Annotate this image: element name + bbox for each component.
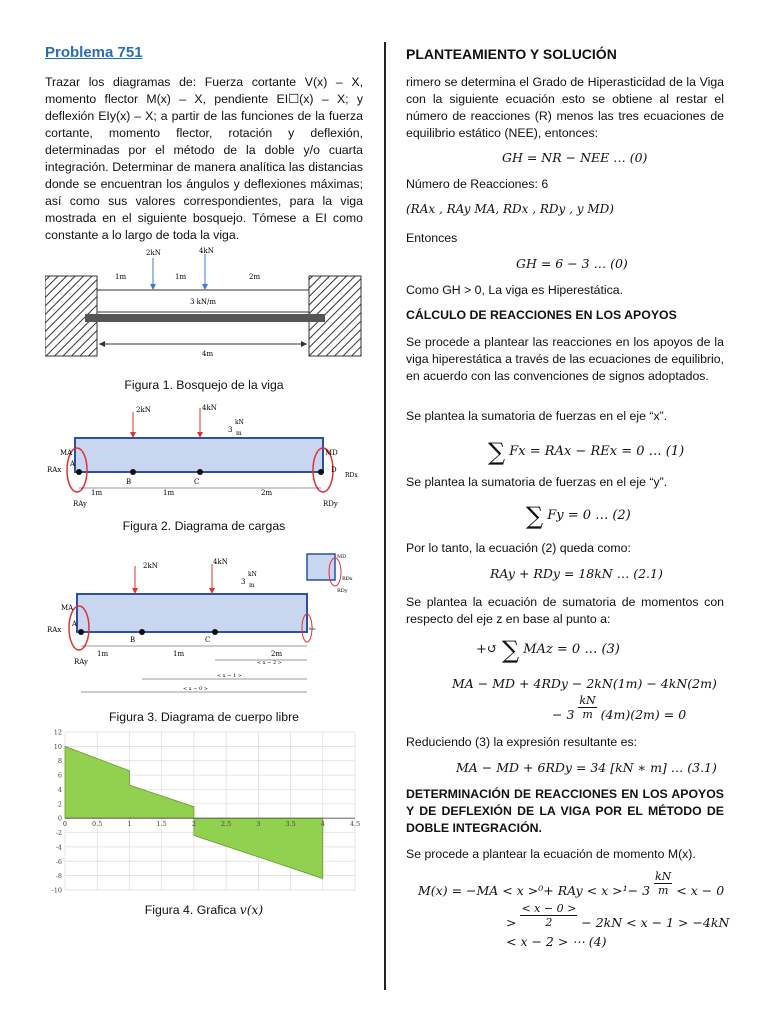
f1-dist-load: 3 kN/m [190, 298, 217, 306]
f2-RAy: RAy [73, 500, 87, 508]
f2-w: 3 [228, 426, 233, 434]
f1-dim-2: 1m [175, 273, 187, 281]
eq-0: GH = NR − NEE … (0) [502, 150, 648, 165]
f3-load-2kN: 2kN [143, 562, 158, 570]
eq-2-body: Fy = 0 … (2) [547, 508, 631, 523]
sigma-symbol: ∑ [488, 438, 506, 466]
moment-eq-intro: Se procede a plantear la ecuación de momento M(x). [406, 847, 696, 861]
x-tick-label: 0.5 [92, 820, 103, 829]
f1-dim-3: 2m [249, 273, 261, 281]
y-tick-label: -2 [55, 829, 62, 838]
f3-inset-Ry: RDy [337, 588, 348, 594]
f3-w-num: kN [248, 571, 257, 578]
f3-A: A [72, 620, 78, 628]
eq-4-a2: < x − 0 [676, 883, 725, 898]
eq-4-b2: − 2kN < x − 1 > −4kN [581, 915, 730, 930]
f3-inset-box [307, 554, 335, 580]
heading-planteamiento: PLANTEAMIENTO Y SOLUCIÓN [406, 46, 617, 62]
problem-statement: Trazar los diagramas de: Fuerza cortante V(x) – X, momento flector M(x) – X, pendiente EI☐(x) – X; y deflexión EIy(x) – X; a partir de las funciones de la fuerza cortante, momento flector, rotación y deflexión, determinadas por el método de la doble y/o cuarta integración. Determinar de manera analítica las distancias donde se encuentran los ángulos y deflexiones máximas; así como sus valores correspondientes, para la viga mostrada en el siguiente bosquejo. Tómese a EI como constante a lo largo de toda la viga. [45, 75, 363, 242]
reduce-intro: Reduciendo (3) la expresión resultante es: [406, 735, 638, 749]
entonces-label: Entonces [406, 231, 458, 245]
f3-RAy: RAy [74, 658, 88, 666]
f2-dim-3: 2m [261, 489, 273, 497]
f2-beam-load [75, 438, 323, 472]
eq-4-line-c: < x − 2 > ⋯ (4) [506, 934, 607, 949]
eq-3-1: MA − MD + 6RDy = 34 [kN ∗ m] … (3.1) [456, 760, 717, 775]
x-tick-label: 1.5 [156, 820, 167, 829]
f2-load-2kN: 2kN [136, 406, 151, 414]
f3-w: 3 [241, 578, 246, 586]
f2-load-4kN: 4kN [202, 404, 217, 412]
moments-intro: Se plantea la ecuación de sumatoria de momentos con respecto del eje z en base al punto a: [406, 595, 724, 626]
f2-w-den: m [236, 430, 242, 437]
eq-2-1: RAy + RDy = 18kN … (2.1) [490, 566, 663, 581]
intro-paragraph: rimero se determina el Grado de Hiperasticidad de la Viga con la siguiente ecuación esto se obtiene al restar el número de reacciones (R) menos las tres ecuaciones de equilibrio estático (NEE), entonces: [406, 75, 724, 140]
f3-x0: < x − 0 > [183, 686, 208, 692]
figure-4-shear-chart [45, 728, 363, 896]
frac-num-3: < x − 0 > [521, 902, 577, 915]
eq-4-line-b [506, 902, 729, 930]
eq-3-minus3: − 3 [552, 707, 575, 722]
sum-fy-intro: Se plantea la sumatoria de fuerzas en el eje “y”. [406, 475, 668, 489]
frac-den-3: 2 [545, 916, 553, 929]
frac-kn-m-2 [654, 870, 672, 897]
y-tick-label: -6 [55, 857, 62, 866]
eq-3-line-a: MA − MD + 4RDy − 2kN(1m) − 4kN(2m) [452, 676, 717, 691]
f1-length: 4m [202, 350, 214, 358]
hiperestatica-note: Como GH > 0, La viga es Hiperestática. [406, 283, 624, 297]
eq-0b: GH = 6 − 3 … (0) [516, 256, 628, 271]
x-tick-label: 4 [320, 820, 325, 829]
y-tick-label: 6 [57, 771, 62, 780]
f3-dim-1: 1m [97, 650, 109, 658]
y-tick-label: 8 [57, 757, 62, 766]
f2-RAx: RAx [47, 466, 62, 474]
f3-inset-Rx: RDx [342, 576, 353, 582]
num-reactions: Número de Reacciones: 6 [406, 177, 549, 191]
f1-dim-1: 1m [115, 273, 127, 281]
eq-4-line-a [418, 870, 724, 898]
f3-inset-M: MD [337, 554, 347, 560]
heading-reacciones: CÁLCULO DE REACCIONES EN LOS APOYOS [406, 308, 677, 322]
f2-RDx: RDx [345, 472, 358, 479]
f3-x1: < x − 1 > [217, 673, 242, 679]
beam [85, 314, 325, 322]
eq-3-line-b [552, 694, 686, 722]
reactions-paragraph: Se procede a plantear las reacciones en los apoyos de la viga hiperestática a través de las ecuaciones de equilibrio, en acuerdo con las convenciones de signos adoptados. [406, 335, 724, 383]
eq2-result-intro: Por lo tanto, la ecuación (2) queda como: [406, 541, 631, 555]
figure-2-load-diagram [45, 400, 363, 512]
f3-x2: < x − 2 > [257, 660, 282, 666]
f2-MD: MD [325, 449, 338, 457]
frac-num: kN [579, 694, 596, 707]
y-tick-label: 0 [57, 814, 62, 823]
eq-3 [476, 636, 620, 664]
f3-B: B [130, 636, 136, 644]
figure-4-caption-math: v(x) [239, 903, 264, 917]
reactions-list: (RAx , RAy MA, RDx , RDy , y MD) [406, 202, 614, 216]
f2-dim-1: 1m [91, 489, 103, 497]
y-tick-label: 4 [57, 785, 62, 794]
f2-C: C [194, 478, 200, 486]
y-tick-label: 2 [57, 800, 62, 809]
f3-load-4kN: 4kN [213, 558, 228, 566]
sum-fx-intro: Se plantea la sumatoria de fuerzas en el eje “x”. [406, 409, 668, 423]
figure-2-caption: Figura 2. Diagrama de cargas [122, 519, 286, 533]
y-tick-label: -8 [55, 872, 62, 881]
eq-4-a1: M(x) = −MA < x >⁰+ RAy < x >¹− 3 [418, 883, 651, 898]
figure-3-caption: Figura 3. Diagrama de cuerpo libre [108, 710, 299, 724]
eq-1 [488, 438, 684, 466]
ccw-symbol: +↺ [476, 642, 498, 657]
figure-1-caption: Figura 1. Bosquejo de la viga [124, 378, 284, 392]
y-tick-label: 10 [53, 742, 62, 751]
frac-x0-2 [520, 902, 577, 929]
f2-dim-2: 1m [163, 489, 175, 497]
f2-D: D [331, 466, 337, 474]
frac-num-2: kN [655, 870, 672, 883]
y-tick-label: 12 [53, 728, 62, 737]
f2-A: A [70, 460, 76, 468]
y-tick-label: -4 [55, 843, 62, 852]
column-divider [384, 42, 386, 990]
x-tick-label: 2.5 [220, 820, 232, 829]
frac-den: m [582, 708, 593, 721]
heading-doble-integracion: DETERMINACIÓN DE REACCIONES EN LOS APOYOS Y DE DEFLEXIÓN DE LA VIGA POR EL MÉTODO DE DOBLE INTEGRACIÓN. [406, 787, 724, 835]
frac-den-2: m [657, 884, 669, 897]
eq-1-body: Fx = RAx − REx = 0 … (1) [509, 444, 685, 459]
f1-load-4kN: 4kN [199, 247, 214, 255]
figure-3-free-body [45, 546, 363, 700]
x-tick-label: 2 [191, 820, 196, 829]
f2-B: B [126, 478, 132, 486]
y-tick-label: -10 [51, 886, 62, 895]
f3-RAx: RAx [47, 626, 62, 634]
problem-title[interactable]: Problema 751 [45, 44, 143, 61]
f1-load-2kN: 2kN [146, 249, 161, 257]
eq-4-b1: > [506, 915, 521, 930]
x-tick-label: 0 [62, 820, 68, 829]
figure-1-beam-sketch [45, 246, 363, 361]
frac-kn-m [578, 694, 596, 721]
x-tick-label: 3.5 [285, 820, 296, 829]
f3-beam-load [77, 594, 307, 632]
f3-w-den: m [249, 582, 255, 589]
x-tick-label: 1 [127, 820, 132, 829]
f2-MA: MA [60, 449, 73, 457]
f3-C: C [205, 636, 211, 644]
f3-dim-3: 2m [271, 650, 283, 658]
f3-dim-2: 1m [173, 650, 185, 658]
figure-4-caption-text: Figura 4. Grafica [144, 903, 240, 917]
x-tick-label: 4.5 [349, 820, 361, 829]
sigma-symbol-2: ∑ [526, 502, 544, 530]
f3-cut-M: Mo [309, 626, 316, 631]
eq-3-body: MAz = 0 … (3) [523, 642, 620, 657]
eq-2 [526, 502, 631, 530]
eq-3-rest: (4m)(2m) = 0 [600, 707, 687, 722]
figure-4-caption [45, 903, 363, 917]
f2-RDy: RDy [323, 500, 338, 508]
x-tick-label: 3 [256, 820, 261, 829]
f3-MA: MA [61, 604, 74, 612]
sigma-symbol-3: ∑ [501, 636, 520, 664]
f2-w-num: kN [235, 419, 244, 426]
